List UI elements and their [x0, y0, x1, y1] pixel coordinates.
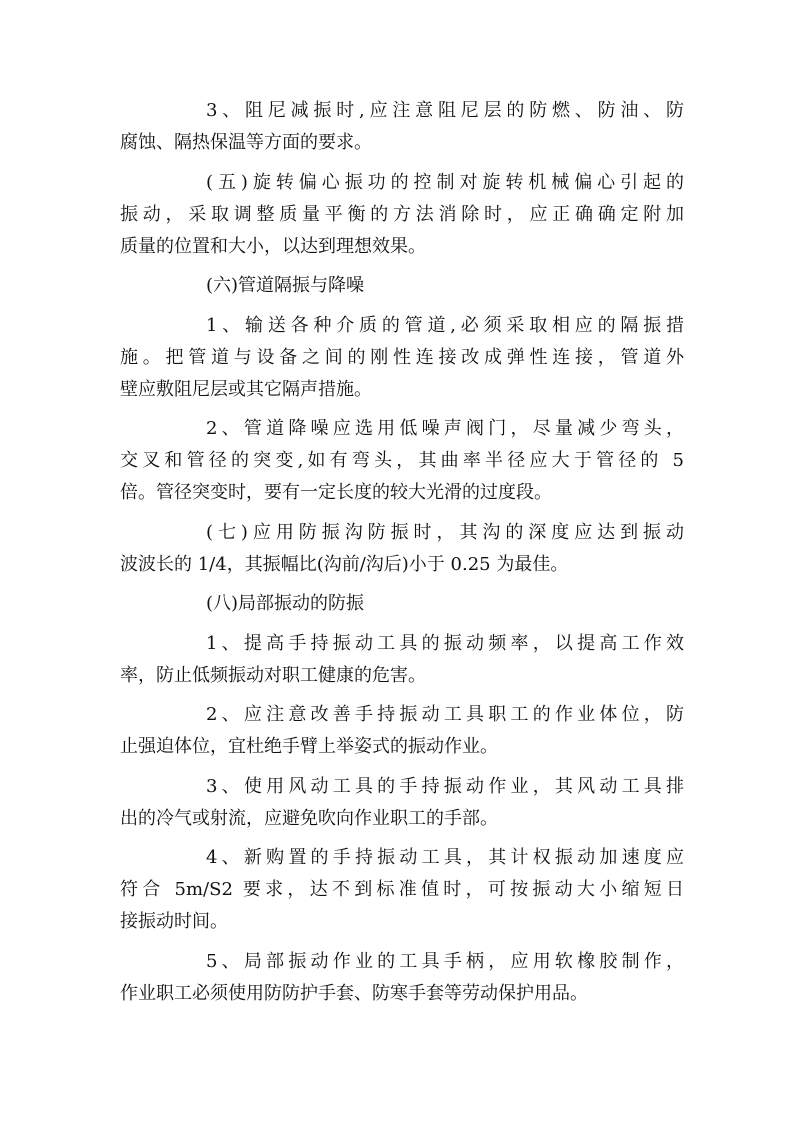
text-line: 出的冷气或射流，应避免吹向作业职工的手部。	[120, 807, 498, 829]
text-line: (八)局部振动的防振	[206, 593, 365, 614]
paragraph	[120, 628, 684, 692]
paragraph	[120, 310, 684, 406]
text-line: 率，防止低频振动对职工健康的危害。	[120, 664, 426, 686]
text-line: 3、使用风动工具的手持振动作业，其风动工具排	[206, 775, 684, 797]
text-line: 质量的位置和大小，以达到理想效果。	[120, 235, 426, 257]
text-line: 倍。管径突变时，要有一定长度的较大光滑的过度段。	[120, 482, 552, 503]
text-line: 5、局部振动作业的工具手柄，应用软橡胶制作，	[206, 950, 684, 972]
text-line: 腐蚀、隔热保温等方面的要求。	[120, 132, 372, 153]
text-line: 施。把管道与设备之间的刚性连接改成弹性连接，管道外	[120, 346, 684, 368]
paragraph	[120, 588, 684, 620]
paragraph	[120, 517, 684, 581]
paragraph	[120, 842, 684, 938]
paragraph	[120, 771, 684, 835]
document-page	[120, 95, 684, 1017]
paragraph	[120, 699, 684, 763]
text-line: 1、输送各种介质的管道,必须采取相应的隔振措	[206, 314, 684, 336]
text-line: 波波长的 1/4，其振幅比(沟前/沟后)小于 0.25 为最佳。	[120, 553, 569, 575]
paragraph	[120, 270, 684, 302]
text-line: 4、新购置的手持振动工具，其计权振动加速度应	[206, 847, 684, 868]
text-line: 壁应敷阻尼层或其它隔声措施。	[120, 378, 372, 400]
text-line: 作业职工必须使用防防护手套、防寒手套等劳动保护用品。	[120, 982, 588, 1004]
text-line: 符合 5m/S2 要求，达不到标准值时，可按振动大小缩短日	[120, 879, 684, 900]
text-line: 止强迫体位，宜杜绝手臂上举姿式的振动作业。	[120, 736, 498, 757]
text-line: 3、阻尼减振时,应注意阻尼层的防燃、防油、防	[206, 100, 684, 121]
paragraph	[120, 946, 684, 1010]
paragraph	[120, 413, 684, 509]
paragraph	[120, 167, 684, 263]
paragraph	[120, 95, 684, 159]
text-line: (五)旋转偏心振功的控制对旋转机械偏心引起的	[206, 171, 684, 193]
text-line: (六)管道隔振与降噪	[206, 275, 365, 296]
text-line: 交叉和管径的突变,如有弯头，其曲率半径应大于管径的 5	[120, 450, 684, 471]
text-line: 1、提高手持振动工具的振动频率，以提高工作效	[206, 632, 684, 654]
text-line: 2、管道降噪应选用低噪声阀门，尽量减少弯头，	[206, 418, 684, 439]
text-line: 振动，采取调整质量平衡的方法消除时，应正确确定附加	[120, 203, 684, 225]
text-line: 2、应注意改善手持振动工具职工的作业体位，防	[206, 704, 684, 725]
text-line: (七)应用防振沟防振时，其沟的深度应达到振动	[206, 521, 684, 543]
text-line: 接振动时间。	[120, 911, 228, 932]
